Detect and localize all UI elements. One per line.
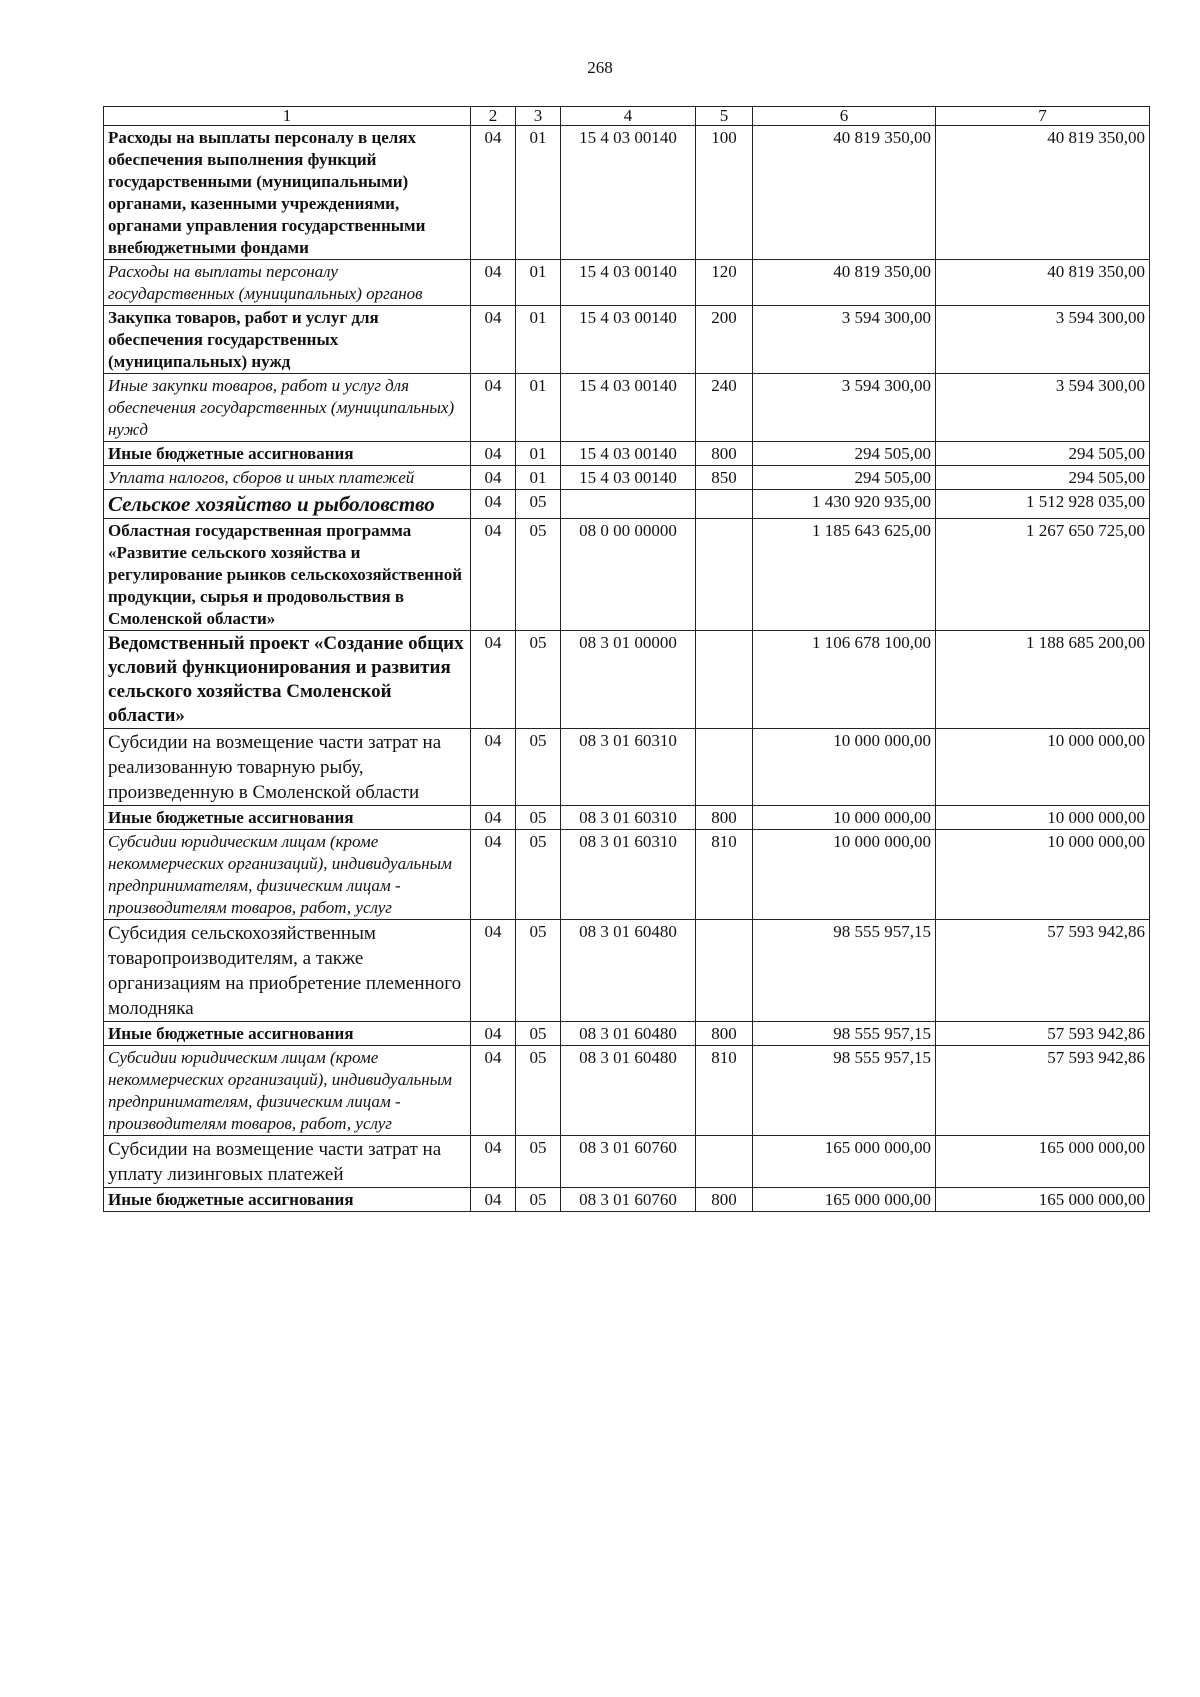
subsection-code: 05 — [516, 1022, 561, 1046]
expense-name: Субсидия сельскохозяйственным товаропроизводителям, а также организациям на приобретение племенного молодняка — [104, 920, 471, 1022]
amount-year-2: 57 593 942,86 — [936, 1046, 1150, 1136]
column-header: 1 — [104, 107, 471, 126]
section-code: 04 — [471, 806, 516, 830]
amount-year-2: 3 594 300,00 — [936, 306, 1150, 374]
target-article-code: 15 4 03 00140 — [561, 260, 696, 306]
expense-name: Иные бюджетные ассигнования — [104, 806, 471, 830]
amount-year-1: 98 555 957,15 — [753, 1022, 936, 1046]
column-header: 5 — [696, 107, 753, 126]
section-code: 04 — [471, 1046, 516, 1136]
target-article-code: 08 3 01 60310 — [561, 729, 696, 806]
expense-type-code: 240 — [696, 374, 753, 442]
amount-year-1: 98 555 957,15 — [753, 920, 936, 1022]
table-row — [104, 806, 1150, 830]
table-row — [104, 374, 1150, 442]
amount-year-2: 10 000 000,00 — [936, 830, 1150, 920]
target-article-code — [561, 490, 696, 519]
amount-year-2: 40 819 350,00 — [936, 260, 1150, 306]
amount-year-1: 40 819 350,00 — [753, 126, 936, 260]
amount-year-1: 1 430 920 935,00 — [753, 490, 936, 519]
target-article-code: 15 4 03 00140 — [561, 374, 696, 442]
subsection-code: 05 — [516, 631, 561, 729]
expense-type-code — [696, 729, 753, 806]
target-article-code: 08 3 01 60310 — [561, 806, 696, 830]
subsection-code: 05 — [516, 830, 561, 920]
expense-name: Иные бюджетные ассигнования — [104, 1022, 471, 1046]
amount-year-1: 10 000 000,00 — [753, 729, 936, 806]
amount-year-2: 294 505,00 — [936, 466, 1150, 490]
expense-name: Областная государственная программа «Развитие сельского хозяйства и регулирование рынков сельскохозяйственной продукции, сырья и продовольствия в Смоленской области» — [104, 519, 471, 631]
subsection-code: 05 — [516, 490, 561, 519]
amount-year-2: 40 819 350,00 — [936, 126, 1150, 260]
table-row — [104, 631, 1150, 729]
target-article-code: 08 3 01 60480 — [561, 1046, 696, 1136]
amount-year-2: 165 000 000,00 — [936, 1188, 1150, 1212]
section-code: 04 — [471, 126, 516, 260]
amount-year-1: 10 000 000,00 — [753, 830, 936, 920]
amount-year-2: 10 000 000,00 — [936, 806, 1150, 830]
amount-year-1: 1 106 678 100,00 — [753, 631, 936, 729]
subsection-code: 01 — [516, 442, 561, 466]
section-code: 04 — [471, 442, 516, 466]
table-row — [104, 729, 1150, 806]
expense-type-code — [696, 631, 753, 729]
budget-table — [103, 106, 1150, 1212]
target-article-code: 08 0 00 00000 — [561, 519, 696, 631]
subsection-code: 05 — [516, 1136, 561, 1188]
amount-year-2: 10 000 000,00 — [936, 729, 1150, 806]
target-article-code: 08 3 01 60310 — [561, 830, 696, 920]
amount-year-2: 57 593 942,86 — [936, 920, 1150, 1022]
target-article-code: 08 3 01 60480 — [561, 1022, 696, 1046]
expense-name: Субсидии юридическим лицам (кроме некоммерческих организаций), индивидуальным предпринимателям, физическим лицам - производителям товаров, работ, услуг — [104, 830, 471, 920]
expense-name: Сельское хозяйство и рыболовство — [104, 490, 471, 519]
amount-year-1: 3 594 300,00 — [753, 306, 936, 374]
expense-type-code: 100 — [696, 126, 753, 260]
amount-year-1: 98 555 957,15 — [753, 1046, 936, 1136]
expense-name: Иные бюджетные ассигнования — [104, 442, 471, 466]
amount-year-2: 57 593 942,86 — [936, 1022, 1150, 1046]
expense-type-code: 810 — [696, 1046, 753, 1136]
subsection-code: 05 — [516, 806, 561, 830]
target-article-code: 15 4 03 00140 — [561, 442, 696, 466]
expense-name: Расходы на выплаты персоналу в целях обеспечения выполнения функций государственными (муниципальными) органами, казенными учреждениями, органами управления государственными внебюджетными фондами — [104, 126, 471, 260]
amount-year-2: 1 188 685 200,00 — [936, 631, 1150, 729]
column-header: 2 — [471, 107, 516, 126]
expense-name: Субсидии на возмещение части затрат на уплату лизинговых платежей — [104, 1136, 471, 1188]
section-code: 04 — [471, 306, 516, 374]
section-code: 04 — [471, 830, 516, 920]
expense-type-code: 120 — [696, 260, 753, 306]
column-header: 7 — [936, 107, 1150, 126]
expense-type-code: 800 — [696, 1188, 753, 1212]
expense-name: Закупка товаров, работ и услуг для обеспечения государственных (муниципальных) нужд — [104, 306, 471, 374]
amount-year-2: 294 505,00 — [936, 442, 1150, 466]
column-header: 6 — [753, 107, 936, 126]
expense-name: Субсидии юридическим лицам (кроме некоммерческих организаций), индивидуальным предпринимателям, физическим лицам - производителям товаров, работ, услуг — [104, 1046, 471, 1136]
table-row — [104, 1188, 1150, 1212]
subsection-code: 01 — [516, 374, 561, 442]
expense-type-code: 810 — [696, 830, 753, 920]
section-code: 04 — [471, 1188, 516, 1212]
amount-year-2: 165 000 000,00 — [936, 1136, 1150, 1188]
expense-type-code: 800 — [696, 1022, 753, 1046]
subsection-code: 05 — [516, 1188, 561, 1212]
subsection-code: 05 — [516, 729, 561, 806]
expense-type-code: 800 — [696, 806, 753, 830]
table-row — [104, 466, 1150, 490]
table-row — [104, 1046, 1150, 1136]
target-article-code: 15 4 03 00140 — [561, 306, 696, 374]
target-article-code: 08 3 01 60760 — [561, 1136, 696, 1188]
amount-year-2: 1 267 650 725,00 — [936, 519, 1150, 631]
section-code: 04 — [471, 260, 516, 306]
target-article-code: 08 3 01 60480 — [561, 920, 696, 1022]
expense-type-code — [696, 490, 753, 519]
subsection-code: 05 — [516, 519, 561, 631]
expense-type-code: 200 — [696, 306, 753, 374]
expense-type-code — [696, 1136, 753, 1188]
table-row — [104, 1136, 1150, 1188]
page-number: 268 — [587, 58, 613, 77]
table-row — [104, 490, 1150, 519]
table-row — [104, 519, 1150, 631]
expense-name: Уплата налогов, сборов и иных платежей — [104, 466, 471, 490]
amount-year-1: 3 594 300,00 — [753, 374, 936, 442]
amount-year-1: 40 819 350,00 — [753, 260, 936, 306]
section-code: 04 — [471, 1136, 516, 1188]
expense-type-code — [696, 920, 753, 1022]
amount-year-1: 165 000 000,00 — [753, 1188, 936, 1212]
table-row — [104, 442, 1150, 466]
subsection-code: 01 — [516, 260, 561, 306]
section-code: 04 — [471, 631, 516, 729]
expense-name: Ведомственный проект «Создание общих условий функционирования и развития сельского хозяйства Смоленской области» — [104, 631, 471, 729]
subsection-code: 05 — [516, 1046, 561, 1136]
amount-year-1: 294 505,00 — [753, 466, 936, 490]
table-row — [104, 126, 1150, 260]
expense-type-code: 850 — [696, 466, 753, 490]
expense-name: Расходы на выплаты персоналу государственных (муниципальных) органов — [104, 260, 471, 306]
amount-year-1: 10 000 000,00 — [753, 806, 936, 830]
section-code: 04 — [471, 490, 516, 519]
target-article-code: 08 3 01 60760 — [561, 1188, 696, 1212]
section-code: 04 — [471, 374, 516, 442]
expense-name: Иные бюджетные ассигнования — [104, 1188, 471, 1212]
subsection-code: 01 — [516, 306, 561, 374]
section-code: 04 — [471, 1022, 516, 1046]
table-row — [104, 830, 1150, 920]
subsection-code: 01 — [516, 466, 561, 490]
section-code: 04 — [471, 466, 516, 490]
table-row — [104, 1022, 1150, 1046]
subsection-code: 05 — [516, 920, 561, 1022]
column-header: 3 — [516, 107, 561, 126]
amount-year-1: 1 185 643 625,00 — [753, 519, 936, 631]
target-article-code: 15 4 03 00140 — [561, 466, 696, 490]
header-row — [104, 107, 1150, 126]
expense-type-code — [696, 519, 753, 631]
column-header: 4 — [561, 107, 696, 126]
section-code: 04 — [471, 729, 516, 806]
table-row — [104, 260, 1150, 306]
expense-name: Субсидии на возмещение части затрат на реализованную товарную рыбу, произведенную в Смоленской области — [104, 729, 471, 806]
table-row — [104, 920, 1150, 1022]
expense-name: Иные закупки товаров, работ и услуг для обеспечения государственных (муниципальных) нужд — [104, 374, 471, 442]
section-code: 04 — [471, 920, 516, 1022]
expense-type-code: 800 — [696, 442, 753, 466]
amount-year-2: 3 594 300,00 — [936, 374, 1150, 442]
section-code: 04 — [471, 519, 516, 631]
target-article-code: 08 3 01 00000 — [561, 631, 696, 729]
subsection-code: 01 — [516, 126, 561, 260]
amount-year-1: 294 505,00 — [753, 442, 936, 466]
amount-year-2: 1 512 928 035,00 — [936, 490, 1150, 519]
table-row — [104, 306, 1150, 374]
target-article-code: 15 4 03 00140 — [561, 126, 696, 260]
amount-year-1: 165 000 000,00 — [753, 1136, 936, 1188]
